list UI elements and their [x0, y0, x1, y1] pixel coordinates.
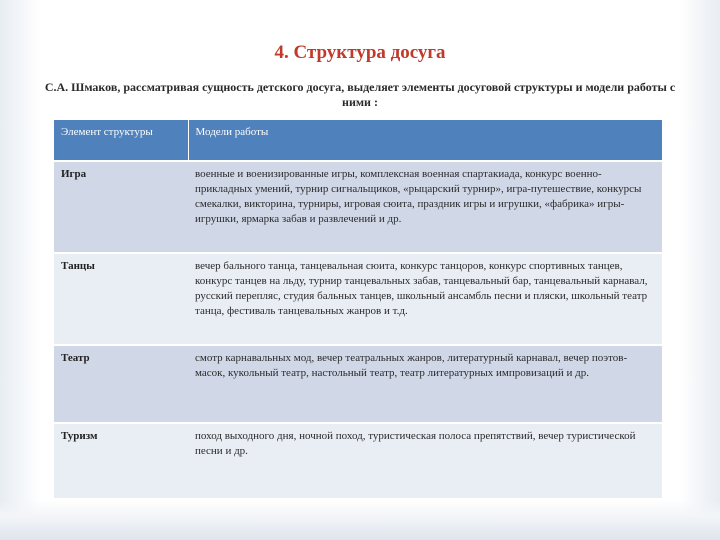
header-models: Модели работы	[188, 120, 662, 161]
cell-models: вечер бального танца, танцевальная сюита, конкурс танцоров, конкурс спортивных танцев, конкурс танцев на льду, турнир танцевальных забав, танцевальный бар, танцевальный карнавал, русский перепляс, студия бальных танцев, школьный ансамбль песни и пляски, школьный театр танца, фестиваль танцевальных жанров и т.д.	[188, 253, 662, 345]
cell-element: Игра	[54, 161, 188, 253]
cell-models: поход выходного дня, ночной поход, туристическая полоса препятствий, вечер туристической песни и др.	[188, 423, 662, 499]
structure-table	[54, 120, 662, 500]
table-row	[54, 345, 662, 423]
slide-title: 4. Структура досуга	[274, 42, 446, 63]
cell-models: смотр карнавальных мод, вечер театральных жанров, литературный карнавал, вечер поэтов-масок, кукольный театр, настольный театр, театр литературных импровизаций и др.	[188, 345, 662, 423]
table-row	[54, 161, 662, 253]
header-element: Элемент структуры	[54, 120, 188, 161]
table-row	[54, 423, 662, 499]
background-bottom-gradient	[0, 500, 720, 540]
table-header-row	[54, 120, 662, 161]
background-left-gradient	[0, 0, 40, 540]
cell-element: Танцы	[54, 253, 188, 345]
background-right-gradient	[680, 0, 720, 540]
cell-element: Театр	[54, 345, 188, 423]
slide-subtitle: С.А. Шмаков, рассматривая сущность детского досуга, выделяет элементы досуговой структуры и модели работы с ними :	[44, 80, 676, 109]
cell-models: военные и военизированные игры, комплексная военная спартакиада, конкурс военно-прикладных умений, турнир сигнальщиков, «рыцарский турнир», игра-путешествие, конкурсы смекалки, викторина, турниры, игровая сюита, праздник игры и игрушки, «фабрика» игры-игрушки, ярмарка забав и развлечений и др.	[188, 161, 662, 253]
cell-element: Туризм	[54, 423, 188, 499]
table-row	[54, 253, 662, 345]
